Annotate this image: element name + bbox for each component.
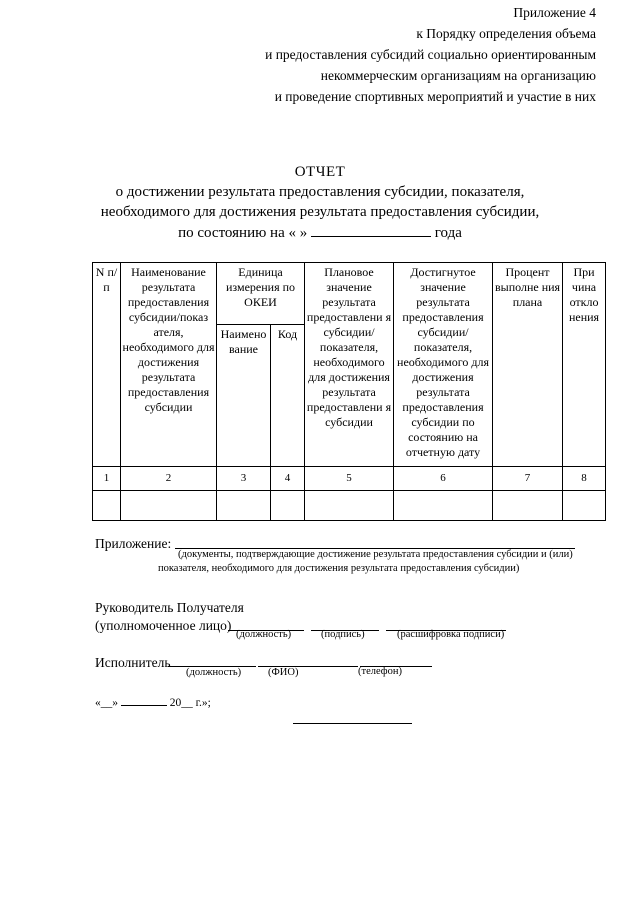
col-header-unit-code: Код [271, 325, 305, 467]
appendix-line-4: некоммерческим организациям на организацию [320, 68, 596, 83]
col-number-7: 7 [493, 467, 563, 491]
head-label: Руководитель Получателя [95, 600, 244, 615]
bottom-signature-line [293, 723, 412, 724]
col-number-4: 4 [271, 467, 305, 491]
date-line [95, 695, 211, 711]
report-date-blank[interactable] [311, 222, 431, 237]
report-title-main: ОТЧЕТ [294, 164, 346, 180]
col-header-unit-name: Наимено вание [217, 325, 271, 467]
executor-name-caption: (ФИО) [268, 667, 299, 678]
report-date-suffix: года [434, 225, 462, 241]
col-number-2: 2 [121, 467, 217, 491]
report-date-prefix: по состоянию на « » [178, 225, 308, 241]
appendix-number: Приложение 4 [513, 5, 596, 20]
col-header-number: N п/п [93, 263, 121, 467]
date-month-field[interactable] [121, 695, 167, 706]
date-day: «__» [95, 697, 118, 709]
col-header-reason: При чина откло нения [563, 263, 606, 467]
report-title-line-3: необходимого для достижения результата предоставления субсидии, [100, 204, 540, 220]
table-numbering-row [93, 467, 606, 491]
appendix-header [265, 2, 596, 107]
attachment-label: Приложение: [95, 536, 172, 551]
date-year: 20__ г.»; [169, 697, 211, 709]
appendix-line-5: и проведение спортивных мероприятий и участие в них [274, 89, 596, 104]
executor-phone-caption: (телефон) [358, 666, 402, 677]
table-header-row [93, 263, 606, 325]
col-number-3: 3 [217, 467, 271, 491]
col-number-6: 6 [394, 467, 493, 491]
executor-label: Исполнитель [95, 655, 171, 670]
col-header-percent: Процент выполне ния плана [493, 263, 563, 467]
report-title [0, 162, 640, 243]
attachment-note-1: (документы, подтверждающие достижение результата предоставления субсидии и (или) [178, 549, 573, 560]
head-label-sub: (уполномоченное лицо) [95, 618, 232, 633]
head-signature-caption: (подпись) [321, 629, 365, 640]
appendix-line-3: и предоставления субсидий социально ориентированным [265, 47, 596, 62]
table-cell[interactable] [217, 491, 271, 521]
table-cell[interactable] [493, 491, 563, 521]
col-number-8: 8 [563, 467, 606, 491]
report-table [92, 262, 606, 521]
table-cell[interactable] [394, 491, 493, 521]
head-position-caption: (должность) [236, 629, 292, 640]
col-number-1: 1 [93, 467, 121, 491]
col-header-planned: Плановое значение результата предоставлени я субсидии/ показателя, необходимого для достижения результата предоставлени я субсидии [305, 263, 394, 467]
col-header-achieved: Достигнутое значение результата предоставления субсидии/ показателя, необходимого для достижения результата предоставления субсидии по состоянию на отчетную дату [394, 263, 493, 467]
report-title-line-4 [0, 222, 640, 243]
table-cell[interactable] [121, 491, 217, 521]
table-row [93, 491, 606, 521]
table-cell[interactable] [563, 491, 606, 521]
attachment-note-2: показателя, необходимого для достижения результата предоставления субсидии) [158, 563, 520, 574]
table-cell[interactable] [271, 491, 305, 521]
report-title-line-2: о достижении результата предоставления субсидии, показателя, [115, 184, 525, 200]
appendix-line-2: к Порядку определения объема [416, 26, 596, 41]
table-cell[interactable] [93, 491, 121, 521]
col-header-name: Наименование результата предоставления субсидии/показ ателя, необходимого для достижения результата предоставления субсидии [121, 263, 217, 467]
executor-position-caption: (должность) [186, 667, 242, 678]
head-decoding-caption: (расшифровка подписи) [397, 629, 505, 640]
col-number-5: 5 [305, 467, 394, 491]
col-header-unit: Единица измерения по ОКЕИ [217, 263, 305, 325]
table-cell[interactable] [305, 491, 394, 521]
